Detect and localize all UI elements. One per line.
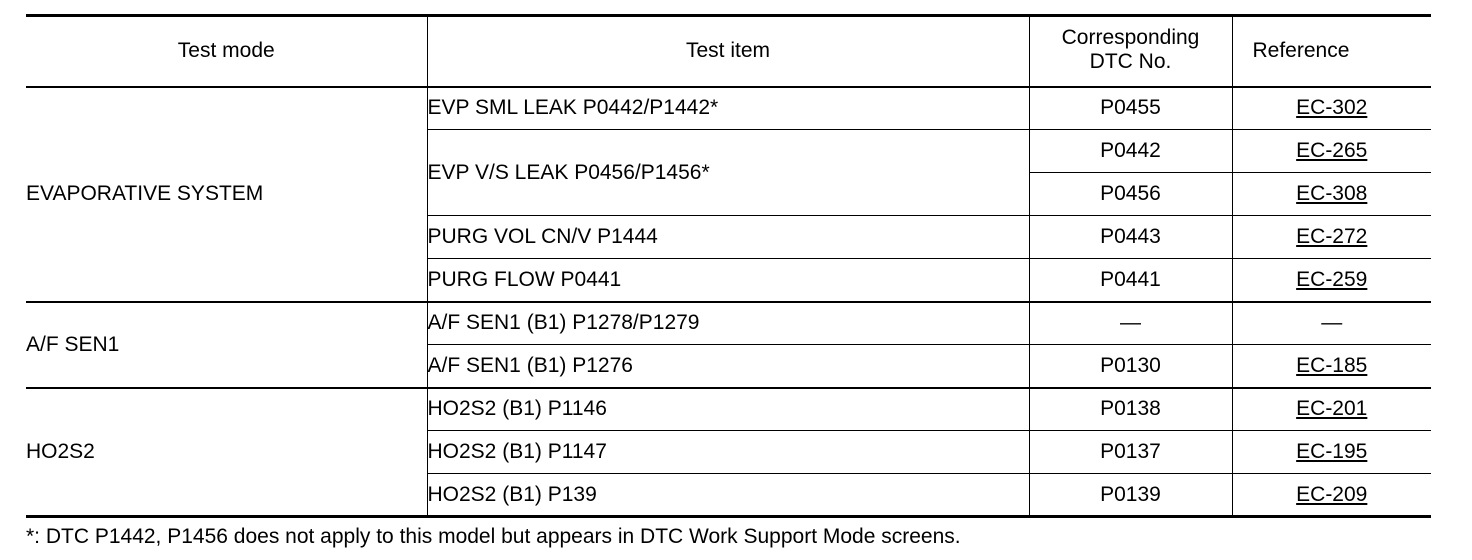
header-dtc-line2: DTC No. bbox=[1089, 50, 1172, 73]
reference-cell bbox=[1232, 345, 1431, 388]
dtc-cell: P0137 bbox=[1029, 431, 1232, 474]
header-test-item: Test item bbox=[427, 16, 1029, 87]
reference-link[interactable]: EC-195 bbox=[1296, 440, 1368, 463]
test-item-cell: A/F SEN1 (B1) P1276 bbox=[427, 345, 1029, 388]
reference-cell bbox=[1232, 216, 1431, 259]
table-row bbox=[26, 302, 1431, 345]
dtc-cell: P0130 bbox=[1029, 345, 1232, 388]
table-row bbox=[26, 87, 1431, 130]
test-item-cell: PURG FLOW P0441 bbox=[427, 259, 1029, 302]
reference-link[interactable]: EC-209 bbox=[1296, 482, 1368, 506]
test-item-cell: EVP SML LEAK P0442/P1442* bbox=[427, 87, 1029, 130]
reference-link[interactable]: EC-308 bbox=[1296, 182, 1368, 205]
reference-cell bbox=[1232, 87, 1431, 130]
dtc-cell: P0139 bbox=[1029, 474, 1232, 517]
reference-cell bbox=[1232, 259, 1431, 302]
reference-link[interactable]: EC-185 bbox=[1296, 353, 1368, 377]
test-item-cell: A/F SEN1 (B1) P1278/P1279 bbox=[427, 302, 1029, 345]
dtc-work-support-table bbox=[26, 14, 1431, 518]
test-item-cell: PURG VOL CN/V P1444 bbox=[427, 216, 1029, 259]
test-item-cell: EVP V/S LEAK P0456/P1456* bbox=[427, 130, 1029, 216]
header-dtc-no bbox=[1029, 16, 1232, 87]
table-footnote: *: DTC P1442, P1456 does not apply to this model but appears in DTC Work Support Mode screens. bbox=[26, 525, 961, 548]
dtc-cell: P0442 bbox=[1029, 130, 1232, 173]
reference-link[interactable]: EC-272 bbox=[1296, 225, 1368, 248]
test-mode-cell: EVAPORATIVE SYSTEM bbox=[26, 87, 427, 302]
reference-cell bbox=[1232, 130, 1431, 173]
test-item-cell: HO2S2 (B1) P139 bbox=[427, 474, 1029, 517]
test-item-cell: HO2S2 (B1) P1146 bbox=[427, 388, 1029, 431]
header-reference: Reference bbox=[1232, 16, 1431, 87]
table-row bbox=[26, 388, 1431, 431]
test-item-cell: HO2S2 (B1) P1147 bbox=[427, 431, 1029, 474]
reference-link[interactable]: EC-265 bbox=[1296, 139, 1368, 162]
reference-cell bbox=[1232, 474, 1431, 517]
dtc-cell: P0443 bbox=[1029, 216, 1232, 259]
reference-cell: — bbox=[1232, 302, 1431, 345]
reference-cell bbox=[1232, 173, 1431, 216]
dtc-cell: P0455 bbox=[1029, 87, 1232, 130]
header-test-mode: Test mode bbox=[26, 16, 427, 87]
reference-link[interactable]: EC-259 bbox=[1296, 267, 1368, 291]
test-mode-cell: HO2S2 bbox=[26, 388, 427, 517]
reference-link[interactable]: EC-302 bbox=[1296, 96, 1368, 120]
header-dtc-line1: Corresponding bbox=[1061, 26, 1200, 49]
reference-cell bbox=[1232, 431, 1431, 474]
dtc-cell: P0456 bbox=[1029, 173, 1232, 216]
dtc-cell: P0441 bbox=[1029, 259, 1232, 302]
reference-cell bbox=[1232, 388, 1431, 431]
table-header-row bbox=[26, 16, 1431, 87]
dtc-cell: — bbox=[1029, 302, 1232, 345]
test-mode-cell: A/F SEN1 bbox=[26, 302, 427, 388]
reference-link[interactable]: EC-201 bbox=[1296, 397, 1368, 421]
dtc-cell: P0138 bbox=[1029, 388, 1232, 431]
